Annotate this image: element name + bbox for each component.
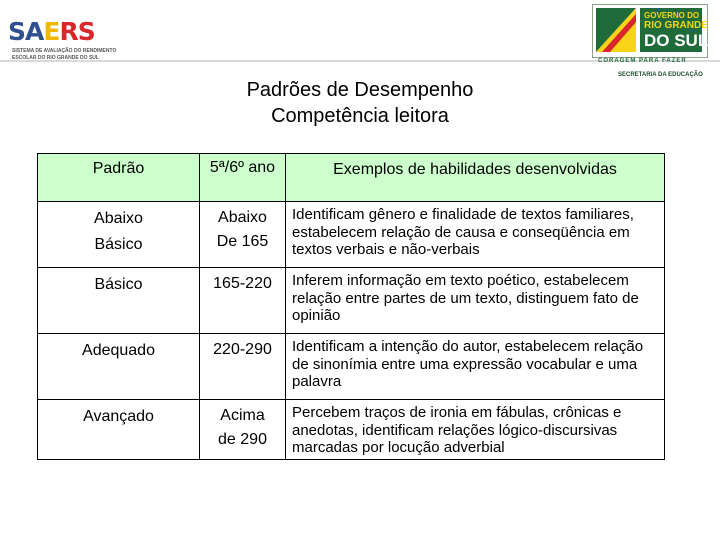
table-row: [38, 202, 665, 268]
governo-line2: RIO GRANDE: [644, 20, 708, 31]
saers-wordmark: [8, 18, 95, 44]
range-text: Abaixo: [218, 209, 267, 226]
description-cell: Identificam a intenção do autor, estabelecem relação de sinonímia entre uma expressão vocabular e uma palavra: [286, 334, 665, 400]
level-text: Básico: [94, 276, 143, 293]
saers-letter: S: [8, 16, 26, 46]
governo-line3: DO SUL: [644, 31, 709, 50]
description-cell: Inferem informação em texto poético, estabelecem relação entre partes de um texto, distinguem fato de opinião: [286, 268, 665, 334]
column-header-range: 5ª/6º ano: [200, 154, 286, 202]
saers-subtitle-line2: ESCOLAR DO RIO GRANDE DO SUL: [12, 55, 99, 61]
column-header-description: Exemplos de habilidades desenvolvidas: [286, 154, 665, 202]
range-text: Acima: [220, 407, 265, 424]
saers-logo: [8, 18, 120, 64]
range-cell: [200, 400, 286, 460]
saers-subtitle-line1: SISTEMA DE AVALIAÇÃO DO RENDIMENTO: [12, 48, 117, 54]
range-text: 165-220: [213, 275, 272, 292]
saers-letter: A: [25, 16, 44, 46]
level-cell: [38, 202, 200, 268]
table-row: [38, 400, 665, 460]
governo-line1: GOVERNO DO: [644, 11, 700, 20]
description-cell: Identificam gênero e finalidade de textos familiares, estabelecem relação de causa e conseqüência em textos verbais e não-verbais: [286, 202, 665, 268]
page-subtitle: Competência leitora: [271, 105, 449, 127]
governo-rs-logo: [592, 4, 708, 66]
table-row: [38, 268, 665, 334]
level-text: Abaixo: [94, 210, 143, 227]
governo-slogan: CORAGEM PARA FAZER: [598, 58, 687, 64]
range-text: de 290: [218, 431, 267, 448]
level-cell: [38, 268, 200, 334]
table-header-row: [38, 154, 665, 202]
page-title: Padrões de Desempenho: [246, 79, 474, 101]
range-cell: [200, 334, 286, 400]
saers-letter: S: [77, 16, 95, 46]
secretaria-label: SECRETARIA DA EDUCAÇÃO: [618, 72, 703, 78]
level-cell: [38, 400, 200, 460]
level-text: Adequado: [82, 342, 155, 359]
range-cell: [200, 202, 286, 268]
range-cell: [200, 268, 286, 334]
table-row: [38, 334, 665, 400]
performance-standards-table: [37, 153, 665, 460]
level-cell: [38, 334, 200, 400]
rs-flag-icon: [596, 8, 636, 52]
range-text: 220-290: [213, 341, 272, 358]
range-text: De 165: [216, 233, 269, 250]
level-text: Básico: [94, 236, 143, 253]
description-cell: Percebem traços de ironia em fábulas, crônicas e anedotas, identificam relações lógico-discursivas marcadas por locução adverbial: [286, 400, 665, 460]
saers-letter: E: [43, 16, 60, 46]
saers-letter: R: [59, 16, 78, 46]
level-text: Avançado: [83, 408, 154, 425]
column-header-level: Padrão: [38, 154, 200, 202]
